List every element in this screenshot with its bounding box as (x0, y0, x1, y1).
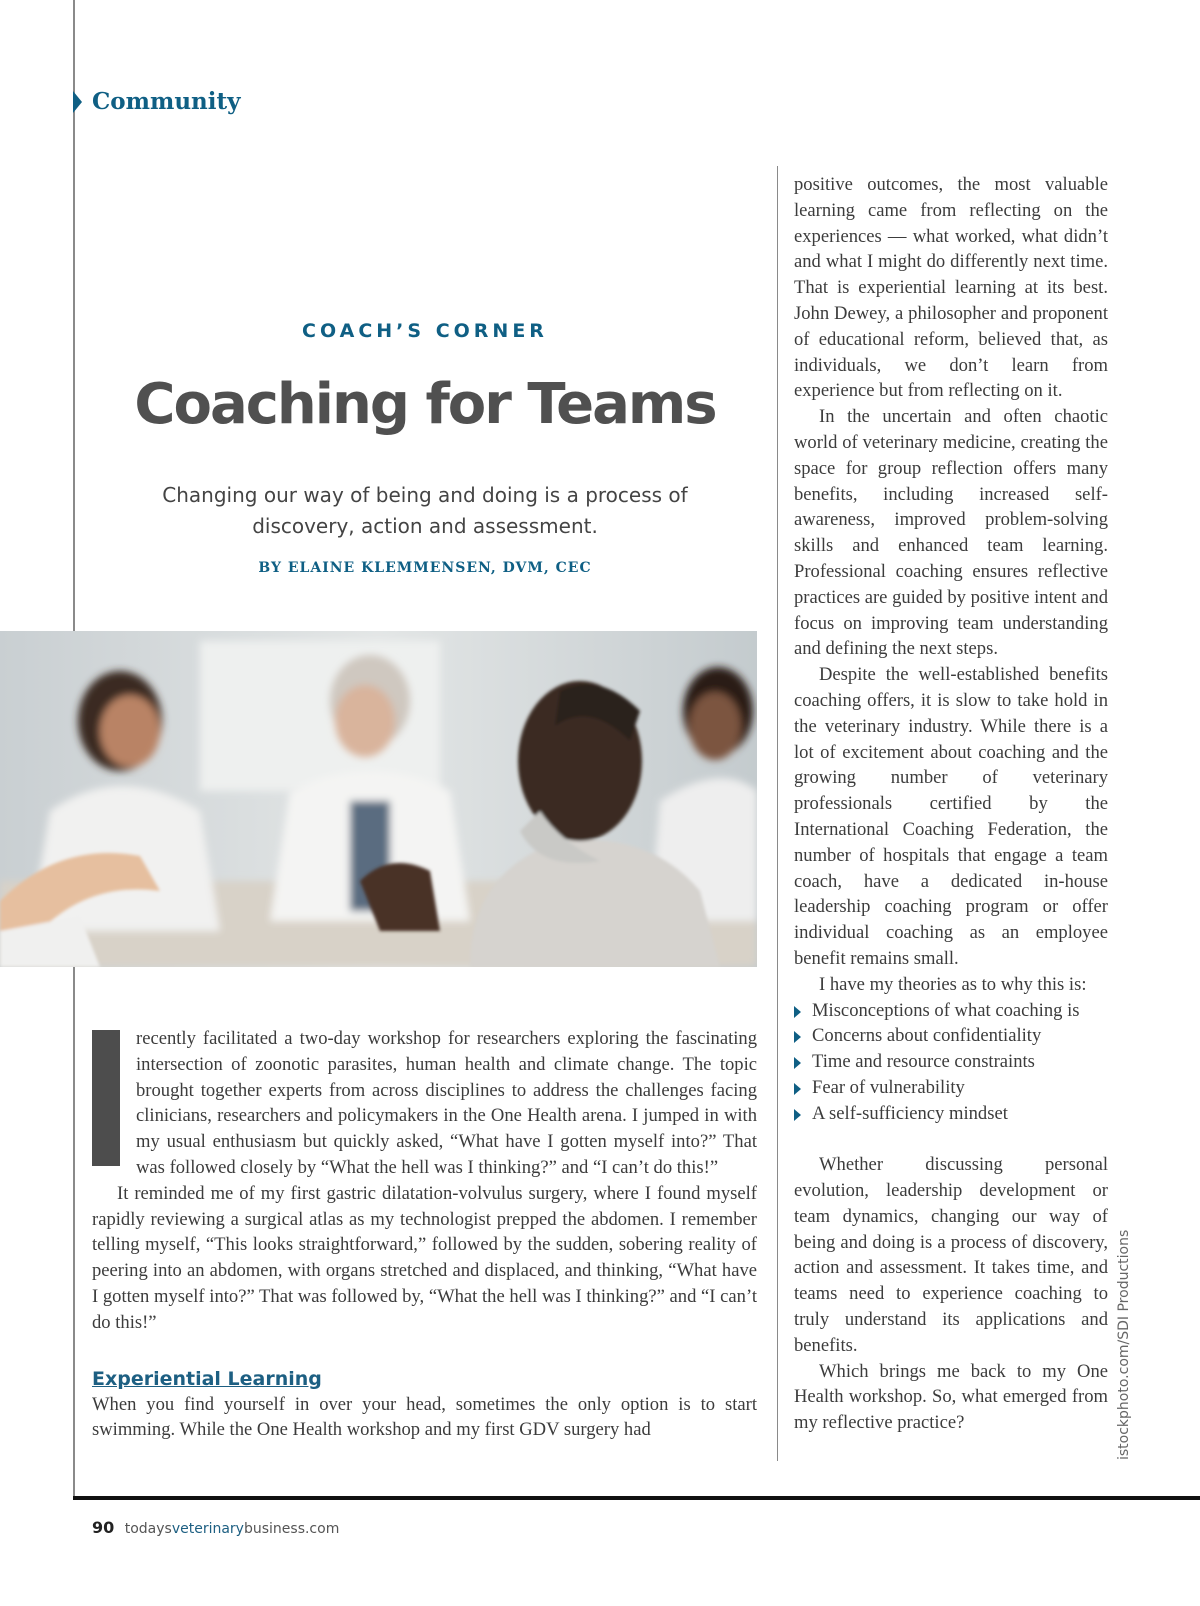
bullet-arrow-icon (794, 1031, 801, 1043)
right-column (794, 172, 1108, 1436)
left-column (92, 1026, 757, 1443)
list-item: Fear of vulnerability (794, 1075, 1108, 1101)
section-label: Community (92, 88, 241, 115)
list-item: A self-sufficiency mindset (794, 1101, 1108, 1127)
article-photo (0, 631, 757, 967)
section-arrow-icon (73, 91, 82, 113)
right-paragraph-4: I have my theories as to why this is: (819, 973, 1087, 995)
page-footer (92, 1518, 339, 1537)
right-paragraph-5: Whether discussing personal evolution, leadership development or team dynamics, changing our way of being and doing is a process of discovery, action and assessment. It takes time, and teams need to experience coaching to truly understand its applications and benefits. (794, 1154, 1108, 1356)
list-item: Concerns about confidentiality (794, 1023, 1108, 1049)
list-item: Time and resource constraints (794, 1049, 1108, 1075)
article-title: Coaching for Teams (134, 372, 716, 437)
section-tag (73, 88, 241, 115)
right-paragraph-1: positive outcomes, the most valuable learning came from reflecting on the experiences — what worked, what didn’t and what I might do differently next time. That is experiential learning at its best. John Dewey, a philosopher and proponent of educational reform, believed that, as individuals, we don’t learn from experience but from reflecting on it. (794, 174, 1108, 402)
bullet-arrow-icon (794, 1006, 801, 1018)
article-dek: Changing our way of being and doing is a process of discovery, action and assessment. (162, 483, 688, 538)
left-paragraph-3: When you find yourself in over your head, sometimes the only option is to start swimming. While the One Health workshop and my first GDV surgery had (92, 1393, 757, 1441)
footer-rule (73, 1496, 1200, 1500)
left-paragraph-1: recently facilitated a two-day workshop for researchers exploring the fascinating intersection of zoonotic parasites, human health and climate change. The topic brought together experts from across disciplines to address the challenges facing clinicians, researchers and policymakers in the One Health arena. I jumped in with my usual enthusiasm but quickly asked, “What have I gotten myself into?” That was followed closely by “What the hell was I thinking?” and “I can’t do this!” (136, 1028, 757, 1178)
bullet-arrow-icon (794, 1083, 801, 1095)
list-item: Misconceptions of what coaching is (794, 998, 1108, 1024)
page-number: 90 (92, 1518, 115, 1537)
right-paragraph-6: Which brings me back to my One Health workshop. So, what emerged from my reflective practice? (794, 1360, 1108, 1434)
right-paragraph-3: Despite the well-established benefits coaching offers, it is slow to take hold in the veterinary industry. While there is a lot of excitement about coaching and the growing number of veterinary professionals certified by the International Coaching Federation, the number of hospitals that engage a team coach, have a dedicated in-house leadership coaching program or offer individual coaching as an employee benefit remains small. (794, 664, 1108, 969)
column-divider (777, 166, 778, 1461)
bullet-arrow-icon (794, 1057, 801, 1069)
right-paragraph-2: In the uncertain and often chaotic world of veterinary medicine, creating the space for group reflection offers many benefits, including increased self-awareness, improved problem-solving skills and enhanced team learning. Professional coaching ensures reflective practices are guided by positive intent and focus on improving team understanding and defining the next steps. (794, 406, 1108, 660)
article-kicker: COACH’S CORNER (302, 320, 548, 342)
subhead-experiential-learning: Experiential Learning (92, 1367, 322, 1390)
site-url: todaysveterinarybusiness.com (124, 1521, 340, 1537)
bullet-arrow-icon (794, 1109, 801, 1121)
drop-cap-i (92, 1030, 120, 1166)
photo-credit: istockphoto.com/SDI Productions (1116, 1229, 1132, 1460)
theories-list (794, 998, 1108, 1127)
article-byline: BY ELAINE KLEMMENSEN, DVM, CEC (258, 560, 592, 576)
meeting-photo-illustration (0, 631, 757, 967)
left-paragraph-2: It reminded me of my first gastric dilatation-volvulus surgery, where I found myself rapidly reviewing a surgical atlas as my technologist prepped the abdomen. I remember telling myself, “This looks straightforward,” followed by the sudden, sobering reality of peering into an abdomen, with organs stretched and displaced, and thinking, “What have I gotten myself into?” That was followed by, “What the hell was I thinking?” and “I can’t do this!” (92, 1182, 757, 1333)
